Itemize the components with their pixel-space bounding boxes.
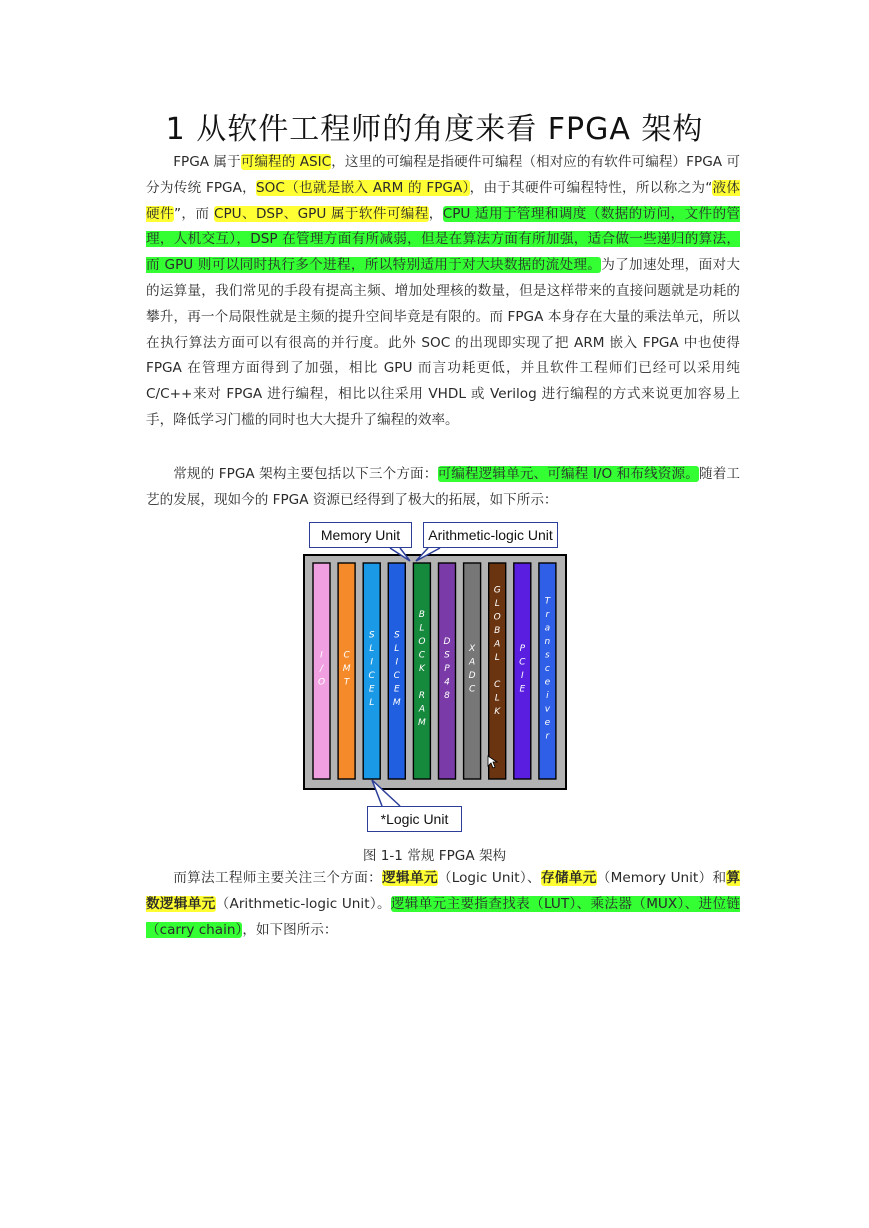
column-label: S L I C E M bbox=[392, 630, 401, 708]
column-label: S L I C E L bbox=[368, 630, 375, 708]
column-label: T r a n s c e i v e r bbox=[544, 596, 551, 742]
column-label: X A D C bbox=[468, 643, 476, 695]
column-label: C M T bbox=[342, 650, 351, 688]
memory-unit-callout: Memory Unit bbox=[309, 522, 412, 548]
paragraph-algorithm bbox=[146, 866, 740, 943]
column-label: D S P 4 8 bbox=[443, 637, 451, 701]
p1-run-8: ， bbox=[428, 205, 443, 222]
p2-run-1: 可编程逻辑单元、可编程 I/O 和布线资源。 bbox=[437, 466, 699, 482]
p1-run-7: CPU、DSP、GPU 属于软件可编程 bbox=[213, 205, 429, 222]
p3-run-2: （Logic Unit）、 bbox=[437, 870, 541, 886]
p1-run-0: FPGA 属于 bbox=[173, 154, 241, 170]
paragraph-architecture bbox=[146, 462, 740, 514]
p1-run-1: 可编程的 ASIC bbox=[240, 154, 332, 170]
p2-run-2: 随着工艺的发展，现如今的 FPGA 资源已经得到了极大的拓展，如下所示： bbox=[146, 466, 741, 508]
p1-run-9: CPU 适用于管理和调度（数据的访问，文件的管理，人机交互），DSP 在管理方面有所减弱，但是在算法方面有所加强，适合做一些递归的算法，而 GPU 则可以同时执行多个进程，所以特别适用于对大块数据的流处理。 bbox=[146, 205, 741, 274]
column-label: B L O C K R A M bbox=[418, 610, 426, 728]
p3-run-5: 算数逻辑单元 bbox=[146, 870, 741, 912]
p3-run-0: 而算法工程师主要关注三个方面： bbox=[173, 870, 383, 886]
p1-run-2: ，这里的可编程是指硬件可编程（相对应的有软件可编程）FPGA 可分为传统 FPGA， bbox=[146, 154, 741, 196]
p3-run-8: ，如下图所示： bbox=[242, 921, 338, 938]
p1-run-3: SOC（也就是嵌入 ARM 的 FPGA） bbox=[256, 179, 470, 196]
column-label: I / O bbox=[317, 650, 326, 688]
p3-run-1: 逻辑单元 bbox=[382, 870, 438, 886]
paragraph-intro bbox=[146, 150, 740, 434]
p1-run-4: ，由于其硬件可编程特性，所以称之为“ bbox=[469, 179, 713, 196]
fpga-diagram bbox=[300, 518, 570, 834]
p2-run-0: 常规的 FPGA 架构主要包括以下三个方面： bbox=[173, 466, 438, 482]
p3-run-3: 存储单元 bbox=[540, 870, 597, 886]
p1-run-6: ”，而 bbox=[173, 205, 214, 222]
p1-run-10: 为了加速处理，面对大的运算量，我们常见的手段有提高主频、增加处理核的数量，但是这样带来的直接问题就是功耗的攀升，再一个局限性就是主频的提升空间毕竟是有限的。而 FPGA 本身存在大量的乘法单元，所以在执行算法方面可以有很高的并行度。此外 SOC 的出现即实现了把 ARM 嵌入 FPGA 中也使得 FPGA 在管理方面得到了加强，相比 GPU 而言功耗更低，并且软件工程师们已经可以采用纯 C/C++来对 FPGA 进行编程，相比以往采用 VHDL 或 Verilog 进行编程的方式来说更加容易上手，降低学习门槛的同时也大大提升了编程的效率。 bbox=[146, 257, 740, 428]
column-label: P C I E bbox=[519, 643, 526, 695]
p1-run-5: 液体硬件 bbox=[146, 179, 741, 222]
section-heading: 1 从软件工程师的角度来看 FPGA 架构 bbox=[165, 112, 704, 147]
p3-run-7: 逻辑单元主要指查找表（LUT）、乘法器（MUX）、进位链（carry chain） bbox=[146, 895, 740, 938]
logic-unit-callout: *Logic Unit bbox=[367, 806, 462, 832]
alu-callout: Arithmetic-logic Unit bbox=[423, 522, 558, 548]
figure-caption: 图 1-1 常规 FPGA 架构 bbox=[362, 848, 507, 864]
p3-run-6: （Arithmetic-logic Unit）。 bbox=[215, 895, 391, 912]
column-label: G L O B A L C L K bbox=[493, 585, 501, 717]
p3-run-4: （Memory Unit）和 bbox=[596, 870, 727, 886]
fpga-architecture-figure bbox=[300, 518, 570, 834]
